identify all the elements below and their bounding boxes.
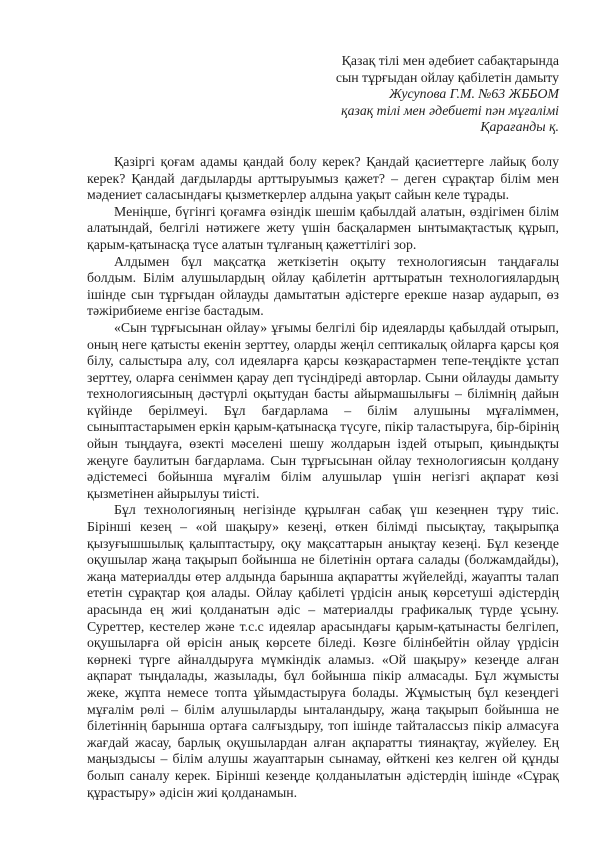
- paragraph-1: Қазіргі қоғам адамы қандай болу керек? Қандай қасиеттерге лайық болу керек? Қандай дағдыларды арттыруымыз қажет? – деген сұрақтар білім мен мәдениет саласындағы қызметкерлер алдына уақыт сайын келе тұрады.: [87, 153, 559, 203]
- header-author-line: Жусупова Г.М. №63 ЖББОМ: [389, 86, 559, 102]
- header-role-line: қазақ тілі мен әдебиеті пән мұғалімі: [341, 102, 559, 118]
- header-city-line: Қарағанды қ.: [480, 119, 559, 135]
- paragraph-3: Алдымен бұл мақсатқа жеткізетін оқыту технологиясын таңдағалы болдым. Білім алушылардың ойлау қабілетін арттыратын технологиялардың ішінде сын тұрғыдан ойлауды дамытатын әдістерге ерекше назар аударып, өз тәжірибиеме енгізе бастадым.: [87, 253, 559, 319]
- document-content: [87, 53, 559, 801]
- document-body: [87, 154, 559, 801]
- document-header: [87, 53, 559, 136]
- paragraph-5: Бұл технологияның негізінде құрылған сабақ үш кезеңнен тұру тиіс. Бірінші кезең – «ой шақыру» кезеңі, өткен білімді пысықтау, тақырыпқа қызуғышшылық қалыптастыру, оқу мақсаттарын анықтау кезеңі. Бұл кезеңде оқушылар жаңа тақырып бойынша не білетінін ортаға салады (болжамдайды), жаңа материалды өтер алдында барынша ақпаратты жүйелейді, жауапты талап ететін сұрақтар қоя алады. Ойлау қабілеті үрдісін анық көрсетуші әдістердің арасында ең жиі қолданатын әдіс – материалды графикалық түрде ұсыну. Суреттер, кестелер және т.с.с идеялар арасындағы қарым-қатынасты белгілеп, оқушыларға ой өрісін анық көрсете біледі. Көзге білінбейтін ойлау үрдісін көрнекі түрге айналдыруға мүмкіндік аламыз. «Ой шақыру» кезеңде алған ақпарат тыңдалады, жазылады, бұл бойынша пікір алмасады. Бұл жұмысты жеке, жұпта немесе топта ұйымдастыруға болады. Жұмыстың бұл кезеңдегі мұғалім рөлі – білім алушыларды ынталандыру, жаңа тақырып бойынша не білетіннің барынша ортаға салғыздыру, топ ішінде тайталассыз пікір алмасуға жағдай жасау, барлық оқушылардан алған ақпаратты тиянақтау, жүйелеу. Ең маңыздысы – білім алушы жауаптарын сынамау, өйткені кез келген ой құнды болып саналу керек. Бірінші кезеңде қолданылатын әдістердің ішінде «Сұрақ құрастыру» әдісін жиі қолданамын.: [87, 502, 559, 800]
- paragraph-4: «Сын тұрғысынан ойлау» ұғымы белгілі бір идеяларды қабылдай отырып, оның неге қатысты екенін зерттеу, оларды жеңіл септикалық ойларға қарсы қоя білу, салыстыра алу, сол идеяларға қарсы көзқарастармен тепе-теңдікте ұстап зерттеу, оларға сеніммен қарау деп түсіндіреді авторлар. Сыни ойлауды дамыту технологиясының дәстүрлі оқытудан басты айырмашылығы – білімнің дайын күйінде берілмеуі. Бұл бағдарлама – білім алушыны мұғаліммен, сыныптастарымен еркін қарым-қатынасқа түсуге, пікір таластыруға, бір-бірінің ойын тыңдауға, өзекті мәселені шешу жолдарын іздей отырып, қиындықты жеңуге баулитын бағдарлама. Сын тұрғысынан ойлау технологиясын қолдану әдістемесі бойынша мұғалім білім алушылар үшін негізгі ақпарат көзі қызметінен айырылуы тиісті.: [87, 319, 559, 501]
- header-title-line-1: Қазақ тілі мен әдебиет сабақтарында: [341, 53, 559, 68]
- paragraph-2: Меніңше, бүгінгі қоғамға өзіндік шешім қабылдай алатын, өздігімен білім алатындай, белгілі нәтижеге жету үшін басқалармен ынтымақтастық құрып, қарым-қатынасқа түсе алатын тұлғаның қажеттілігі зор.: [87, 203, 559, 252]
- header-title-line-2: сын тұрғыдан ойлау қабілетін дамыту: [335, 69, 559, 85]
